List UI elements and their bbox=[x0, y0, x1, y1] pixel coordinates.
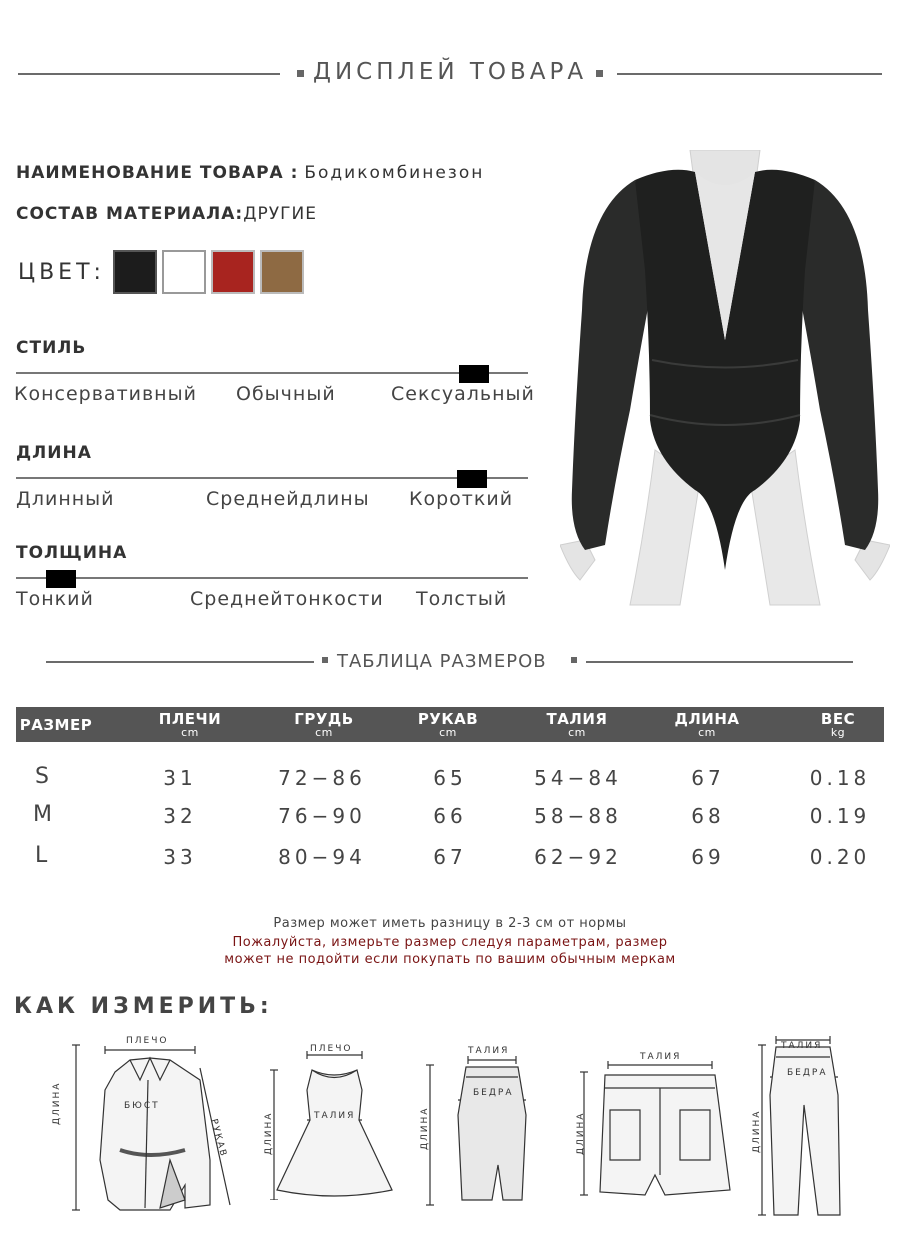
header-line-right bbox=[617, 73, 882, 75]
table-cell-shoulders: 32 bbox=[163, 804, 197, 828]
table-cell-length: 67 bbox=[691, 766, 725, 790]
col-header-waist: ТАЛИЯ cm bbox=[546, 710, 608, 739]
col-header-bust: ГРУДЬ cm bbox=[294, 710, 354, 739]
table-cell-waist: 54−84 bbox=[534, 766, 622, 790]
skirt-hips-label: БЕДРА bbox=[473, 1088, 514, 1098]
table-cell-sleeve: 65 bbox=[433, 766, 467, 790]
header-square-right bbox=[596, 70, 603, 77]
table-cell-sleeve: 67 bbox=[433, 845, 467, 869]
color-swatch-black[interactable] bbox=[113, 250, 157, 294]
col-header-shoulders: ПЛЕЧИ cm bbox=[158, 710, 222, 739]
table-cell-weight: 0.19 bbox=[809, 804, 871, 828]
size-note-fit: может не подойти если покупать по вашим обычным меркам bbox=[224, 952, 676, 967]
col-header-length: ДЛИНА cm bbox=[674, 710, 740, 739]
coat-shoulder-label: ПЛЕЧО bbox=[126, 1036, 169, 1046]
material-label: СОСТАВ МАТЕРИАЛА: bbox=[16, 204, 244, 224]
table-cell-length: 68 bbox=[691, 804, 725, 828]
table-cell-size: S bbox=[35, 764, 49, 789]
style-slider-marker bbox=[459, 365, 489, 383]
table-cell-shoulders: 33 bbox=[163, 845, 197, 869]
thickness-option-thick: Толстый bbox=[416, 588, 508, 610]
table-cell-sleeve: 66 bbox=[433, 804, 467, 828]
shorts-diagram bbox=[570, 1060, 740, 1200]
size-header-line-right bbox=[586, 661, 853, 663]
length-option-short: Короткий bbox=[409, 488, 514, 510]
shorts-waist-label: ТАЛИЯ bbox=[640, 1052, 682, 1062]
dress-diagram bbox=[262, 1050, 402, 1200]
style-option-casual: Обычный bbox=[236, 383, 336, 405]
product-name-label: НАИМЕНОВАНИЕ ТОВАРА : bbox=[16, 163, 299, 183]
color-swatch-red[interactable] bbox=[211, 250, 255, 294]
size-header-square-right bbox=[571, 657, 577, 663]
product-name-value: Бодикомбинезон bbox=[304, 163, 485, 183]
color-swatch-white[interactable] bbox=[162, 250, 206, 294]
col-header-size: РАЗМЕР bbox=[19, 716, 93, 734]
table-cell-waist: 58−88 bbox=[534, 804, 622, 828]
product-name-row bbox=[16, 163, 484, 183]
table-cell-size: M bbox=[33, 802, 52, 827]
table-cell-weight: 0.18 bbox=[809, 766, 871, 790]
table-cell-shoulders: 31 bbox=[163, 766, 197, 790]
size-table-title: ТАБЛИЦА РАЗМЕРОВ bbox=[337, 651, 547, 672]
length-slider-marker bbox=[457, 470, 487, 488]
coat-diagram bbox=[60, 1040, 235, 1215]
length-slider-track bbox=[16, 477, 528, 479]
size-header-square-left bbox=[322, 657, 328, 663]
dress-waist-label: ТАЛИЯ bbox=[314, 1111, 356, 1121]
coat-sleeve-label: РУКАВ bbox=[208, 1118, 229, 1159]
color-swatch-brown[interactable] bbox=[260, 250, 304, 294]
dress-shoulder-label: ПЛЕЧО bbox=[310, 1044, 353, 1054]
color-label: ЦВЕТ: bbox=[18, 260, 105, 285]
style-slider-track bbox=[16, 372, 528, 374]
skirt-diagram bbox=[418, 1055, 538, 1210]
pants-length-label: ДЛИНА bbox=[752, 1109, 762, 1153]
size-table-head bbox=[16, 707, 884, 742]
pants-hips-label: БЕДРА bbox=[787, 1068, 828, 1078]
table-cell-size: L bbox=[35, 843, 48, 868]
table-cell-length: 69 bbox=[691, 845, 725, 869]
header-line-left bbox=[18, 73, 280, 75]
header-square-left bbox=[297, 70, 304, 77]
page-title: ДИСПЛЕЙ ТОВАРА bbox=[313, 59, 588, 85]
col-header-sleeve: РУКАВ cm bbox=[417, 710, 479, 739]
size-note-difference: Размер может иметь разницу в 2-3 см от нормы bbox=[273, 916, 627, 931]
table-cell-bust: 80−94 bbox=[278, 845, 366, 869]
col-header-weight: ВЕС kg bbox=[820, 710, 856, 739]
length-title: ДЛИНА bbox=[16, 443, 92, 463]
dress-length-label: ДЛИНА bbox=[264, 1111, 274, 1155]
thickness-title: ТОЛЩИНА bbox=[16, 543, 128, 563]
skirt-waist-label: ТАЛИЯ bbox=[468, 1046, 510, 1056]
thickness-slider-track bbox=[16, 577, 528, 579]
pants-waist-label: ТАЛИЯ bbox=[781, 1041, 823, 1051]
thickness-option-thin: Тонкий bbox=[16, 588, 94, 610]
table-cell-bust: 72−86 bbox=[278, 766, 366, 790]
style-option-sexy: Сексуальный bbox=[391, 383, 535, 405]
table-cell-waist: 62−92 bbox=[534, 845, 622, 869]
style-title: СТИЛЬ bbox=[16, 338, 87, 358]
coat-length-label: ДЛИНА bbox=[52, 1081, 62, 1125]
pants-diagram bbox=[748, 1035, 858, 1220]
skirt-length-label: ДЛИНА bbox=[420, 1106, 430, 1150]
table-cell-bust: 76−90 bbox=[278, 804, 366, 828]
thickness-option-medium: Среднейтонкости bbox=[190, 588, 384, 610]
length-option-medium: Среднейдлины bbox=[206, 488, 370, 510]
coat-bust-label: БЮСТ bbox=[124, 1101, 160, 1111]
thickness-slider-marker bbox=[46, 570, 76, 588]
table-cell-weight: 0.20 bbox=[809, 845, 871, 869]
size-note-measure: Пожалуйста, измерьте размер следуя параметрам, размер bbox=[232, 935, 668, 950]
size-header-line-left bbox=[46, 661, 314, 663]
how-to-measure-title: КАК ИЗМЕРИТЬ: bbox=[14, 994, 273, 1019]
length-option-long: Длинный bbox=[16, 488, 115, 510]
product-photo bbox=[560, 150, 890, 610]
material-row bbox=[16, 204, 317, 224]
shorts-length-label: ДЛИНА bbox=[576, 1111, 586, 1155]
material-value: ДРУГИЕ bbox=[243, 204, 317, 224]
style-option-conservative: Консервативный bbox=[14, 383, 197, 405]
